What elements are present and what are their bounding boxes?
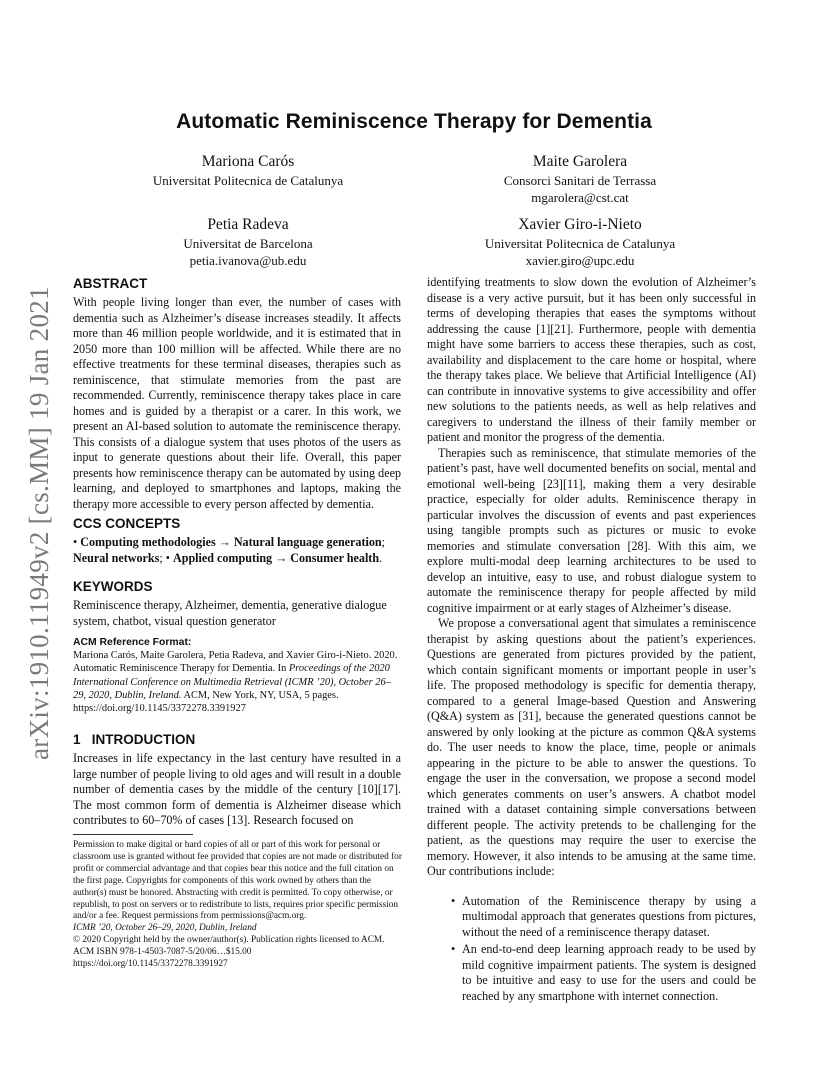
acm-reference-authors: Mariona Carós, Maite Garolera, Petia Radeva, and Xavier Giro-i-Nieto. 2020. Automatic Reminiscence Therapy for Dementia. In (73, 650, 398, 675)
acm-reference-tail: ACM, New York, NY, USA, 5 pages. https://doi.org/10.1145/3372278.3391927 (73, 689, 339, 715)
ccs-heading: CCS CONCEPTS (73, 516, 181, 531)
ccs-section (73, 515, 401, 566)
ccs-separator: ; (159, 550, 166, 565)
introduction-section (73, 731, 401, 829)
author-block (430, 215, 730, 269)
ccs-item: Consumer health (290, 550, 380, 565)
acm-reference-venue: Proceedings of the 2020 International Conference on Multimedia Retrieval (ICMR ’20), October 26–29, 2020, Dublin, Ireland. (73, 663, 391, 701)
abstract-section (73, 275, 401, 512)
author-name: Maite Garolera (532, 153, 628, 170)
author-block (98, 152, 398, 189)
author-affiliation: Universitat de Barcelona (183, 236, 313, 251)
bullet-icon: • (451, 893, 456, 908)
author-affiliation: Consorci Sanitari de Terrassa (503, 173, 657, 188)
ccs-item: Applied computing (172, 550, 273, 565)
acm-reference-text (73, 649, 401, 715)
abstract-heading: ABSTRACT (73, 276, 148, 291)
ccs-item: Natural language generation (233, 535, 382, 549)
arxiv-stamp: arXiv:1910.11949v2 [cs.MM] 19 Jan 2021 (24, 286, 54, 760)
author-name: Petia Radeva (207, 216, 289, 233)
ccs-item: Computing methodologies (80, 535, 216, 549)
ccs-end: . (379, 550, 383, 565)
author-email: petia.ivanova@ub.edu (189, 253, 307, 268)
introduction-continued (427, 275, 756, 1006)
author-name: Xavier Giro-i-Nieto (518, 216, 642, 233)
section-number: 1 (73, 732, 81, 747)
doi-link: https://doi.org/10.1145/3372278.3391927 (73, 959, 228, 970)
list-item (451, 893, 756, 941)
ccs-item: Neural networks (73, 550, 160, 565)
introduction-heading (73, 731, 401, 748)
introduction-paragraph: Increases in life expectancy in the last century have resulted in a large number of people living to old ages and will result in a double number of dementia cases by the middle of the century [10][17]. The most common form of dementia is Alzheimer disease which contributes to 60–70% of cases [13]. Research focused on (73, 751, 401, 827)
footnote-rule (73, 834, 193, 835)
author-email: mgarolera@cst.cat (531, 190, 629, 205)
footnote (73, 840, 403, 971)
acm-reference-heading: ACM Reference Format: (73, 637, 192, 648)
bullet-icon: • (451, 942, 456, 956)
introduction-paragraph: identifying treatments to slow down the evolution of Alzheimer’s disease is a very active pursuit, but it has been only successful in terms of developing therapies that eases the symptoms without addressing the cause [1][21]. Furthermore, people with dementia might have some barriers to access these therapies, such as cost, availability and displacement to the care home or hospital, where the therapy takes place. We believe that Artificial Intelligence (AI) can contribute in innovative systems to give accessibility and offer new solutions to the patients needs, as well as help relatives and caregivers to understand the illness of their family member or patient and monitor the progress of the dementia. (427, 275, 756, 444)
ccs-arrow: → (272, 550, 291, 565)
keywords-text: Reminiscence therapy, Alzheimer, dementia, generative dialogue system, chatbot, visual question generator (73, 598, 387, 628)
introduction-paragraph: We propose a conversational agent that simulates a reminiscence therapist by asking questions about the patient’s experiences. Questions are generated from pictures provided by the patient, which contain significant moments or important people in user’s life. The proposed methodology is specific for dementia therapy, compared to a general Image-based Question and Answering (Q&A) system as [31], because the generated questions cannot be answered by only looking at the picture as common Q&A systems do. The user needs to know the place, time, people or animals appearing in the picture to be able to answer the questions. To engage the user in the conversation, we propose a second model which generates comments on user’s answers. A chatbot model trained with a dataset containing simple conversations between different people. The activity pretends to be challenging for the patient, as the questions may require the user to exercise the memory. However, it also intends to be amusing at the same time. Our contributions include: (427, 616, 756, 878)
isbn: ACM ISBN 978-1-4503-7087-5/20/06…$15.00 (73, 947, 252, 958)
author-affiliation: Universitat Politecnica de Catalunya (484, 236, 676, 251)
section-title: INTRODUCTION (91, 732, 196, 747)
list-item-text: Automation of the Reminiscence therapy by using a multimodal approach that generates questions from pictures, without the need of a reminiscence therapy dataset. (462, 893, 756, 939)
abstract-text: With people living longer than ever, the number of cases with dementia such as Alzheimer’s disease increases steadily. It affects more than 46 million people worldwide, and it is estimated that in 2050 more than 100 million will be affected. While there are no effective treatments for these terminal diseases, therapies such as reminiscence, that stimulate memories from the past are recommended. Currently, reminiscence therapy takes place in care homes and is guided by a therapist or a carer. In this work, we present an AI-based solution to automate the reminiscence therapy. This consists of a dialogue system that uses photos of the users as input to generate questions about their life. Overall, this paper presents how reminiscence therapy can be automated by using deep learning, and deployed to smartphones and laptops, making the therapy more accessible to every person affected by dementia. (73, 295, 401, 511)
introduction-paragraph: Therapies such as reminiscence, that stimulate memories of the patient’s past, have well documented benefits on social, mental and emotional well-being [23][11], making them a very desirable practice, especially for older adults. Reminiscence therapy in particular involves the discussion of events and past experiences using tangible prompts such as pictures or music to evoke memories and stimulate conversation [28]. With this aim, we explore multi-modal deep learning architectures to be used to develop an intuitive, easy to use, and robust dialogue system to automate the reminiscence therapy for people affected by mild cognitive impairment or at early stages of Alzheimer’s disease. (427, 445, 756, 615)
list-item-text: An end-to-end deep learning approach ready to be used by mild cognitive impairment patients. The system is designed to be intuitive and easy to use for the users and could be reached by any smartphone with internet connection. (462, 942, 756, 1003)
keywords-heading: KEYWORDS (73, 579, 153, 594)
keywords-section (73, 578, 401, 629)
author-affiliation: Universitat Politecnica de Catalunya (152, 173, 344, 188)
list-item (451, 942, 756, 1004)
author-name: Mariona Carós (201, 153, 295, 170)
contributions-list (427, 894, 756, 1005)
conference-info: ICMR ’20, October 26–29, 2020, Dublin, Ireland (73, 923, 257, 934)
ccs-text (73, 535, 401, 566)
author-block (98, 215, 398, 269)
ccs-bullet: • (73, 535, 78, 549)
author-email: xavier.giro@upc.edu (525, 253, 635, 268)
ccs-separator: ; (381, 535, 385, 549)
author-block (430, 152, 730, 206)
permission-notice: Permission to make digital or hard copies of all or part of this work for personal or classroom use is granted without fee provided that copies are not made or distributed for profit or commercial advantage and that copies bear this notice and the full citation on the first page. Copyrights for components of this work owned by others than the author(s) must be honored. Abstracting with credit is permitted. To copy otherwise, or republish, to post on servers or to redistribute to lists, requires prior specific permission and/or a fee. Request permissions from permissions@acm.org. (73, 840, 402, 922)
acm-reference (73, 636, 401, 715)
paper-title: Automatic Reminiscence Therapy for Dementia (176, 110, 652, 133)
ccs-arrow: → (215, 535, 234, 549)
ccs-bullet: • (165, 550, 170, 565)
copyright-notice: © 2020 Copyright held by the owner/author(s). Publication rights licensed to ACM. (73, 935, 385, 946)
